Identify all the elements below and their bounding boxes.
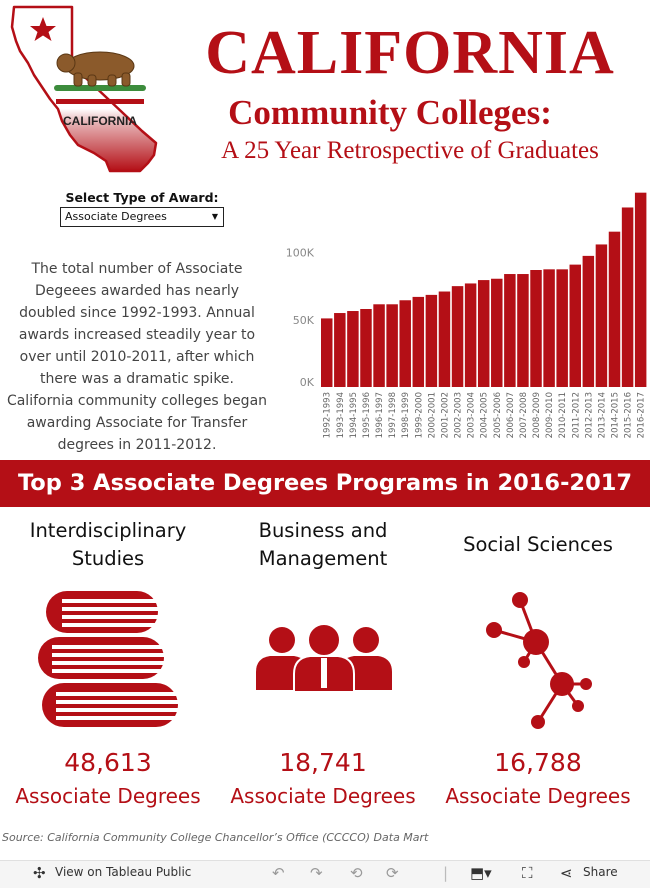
bar[interactable] bbox=[321, 318, 332, 387]
x-tick-label: 2009-2010 bbox=[545, 392, 556, 439]
page-subtitle-2: A 25 Year Retrospective of Graduates bbox=[221, 137, 599, 164]
x-tick-label: 1998-1999 bbox=[401, 392, 412, 439]
x-tick-label: 2014-2015 bbox=[610, 392, 621, 439]
redo-icon[interactable]: ↷ bbox=[310, 864, 323, 882]
bar[interactable] bbox=[465, 283, 476, 387]
x-tick-label: 2012-2013 bbox=[584, 392, 595, 439]
undo-icon[interactable]: ↶ bbox=[272, 864, 285, 882]
toolbar-divider: | bbox=[443, 864, 449, 882]
page-subtitle: Community Colleges: bbox=[228, 93, 552, 132]
bar[interactable] bbox=[399, 300, 410, 387]
refresh-icon[interactable]: ⟳ bbox=[386, 864, 399, 882]
x-tick-label: 2001-2002 bbox=[440, 392, 451, 439]
program-1-title bbox=[0, 517, 218, 573]
program-1-unit: Associate Degrees bbox=[15, 784, 201, 808]
x-tick-label: 1997-1998 bbox=[388, 392, 399, 439]
x-tick-label: 2003-2004 bbox=[466, 392, 477, 439]
bar[interactable] bbox=[570, 265, 581, 387]
x-tick-label: 1994-1995 bbox=[348, 392, 359, 439]
x-tick-label: 1993-1994 bbox=[335, 392, 346, 439]
bar[interactable] bbox=[530, 270, 541, 387]
tableau-logo-icon: ✣ bbox=[33, 864, 46, 882]
bar[interactable] bbox=[452, 286, 463, 387]
bar[interactable] bbox=[543, 269, 554, 387]
network-icon bbox=[482, 588, 598, 732]
bar[interactable] bbox=[635, 193, 646, 387]
bar[interactable] bbox=[386, 304, 397, 387]
x-tick-label: 1995-1996 bbox=[361, 392, 372, 439]
x-tick-label: 2005-2006 bbox=[492, 392, 503, 439]
fullscreen-icon[interactable]: ⛶ bbox=[522, 864, 533, 882]
program-3-title-line1: Social Sciences bbox=[463, 533, 613, 556]
bar[interactable] bbox=[504, 274, 515, 387]
revert-icon[interactable]: ⟲ bbox=[350, 864, 363, 882]
books-icon bbox=[38, 591, 180, 728]
x-tick-label: 2008-2009 bbox=[532, 392, 543, 439]
program-2-count: 18,741 bbox=[279, 748, 367, 777]
x-tick-label: 2013-2014 bbox=[597, 392, 608, 439]
bar[interactable] bbox=[491, 279, 502, 387]
chevron-down-icon: ▼ bbox=[211, 212, 218, 221]
program-2-title-line2: Management bbox=[258, 547, 388, 570]
program-1-title-line1: Interdisciplinary bbox=[29, 519, 187, 542]
bar[interactable] bbox=[583, 256, 594, 387]
x-tick-label: 2010-2011 bbox=[558, 392, 569, 439]
bar[interactable] bbox=[622, 207, 633, 387]
x-tick-label: 1996-1997 bbox=[375, 392, 386, 439]
bar[interactable] bbox=[413, 297, 424, 387]
award-type-dropdown[interactable] bbox=[60, 207, 224, 227]
program-3-unit: Associate Degrees bbox=[445, 784, 631, 808]
x-tick-label: 2011-2012 bbox=[571, 392, 582, 439]
program-3-count: 16,788 bbox=[494, 748, 582, 777]
x-tick-label: 2007-2008 bbox=[518, 392, 529, 439]
program-2-title bbox=[213, 517, 433, 573]
x-tick-label: 1992-1993 bbox=[322, 392, 333, 439]
x-tick-label: 2004-2005 bbox=[479, 392, 490, 439]
program-1-title-line2: Studies bbox=[71, 547, 145, 570]
share-icon[interactable]: ⋖ bbox=[560, 864, 573, 882]
bar[interactable] bbox=[517, 274, 528, 387]
bar[interactable] bbox=[596, 244, 607, 387]
program-2-title-line1: Business and bbox=[258, 519, 388, 542]
program-1-count: 48,613 bbox=[64, 748, 152, 777]
program-3-title bbox=[428, 531, 648, 559]
x-tick-label: 2015-2016 bbox=[623, 392, 634, 439]
bar[interactable] bbox=[478, 280, 489, 387]
bar[interactable] bbox=[439, 292, 450, 387]
x-tick-label: 2000-2001 bbox=[427, 392, 438, 439]
programs-banner-title: Top 3 Associate Degrees Programs in 2016-2017 bbox=[17, 470, 633, 496]
y-tick-label: 100K bbox=[285, 246, 314, 260]
bar[interactable] bbox=[334, 313, 345, 387]
award-type-value: Associate Degrees bbox=[65, 210, 167, 223]
bar[interactable] bbox=[373, 304, 384, 387]
california-map-icon bbox=[8, 3, 160, 173]
page-title: CALIFORNIA bbox=[205, 19, 615, 87]
x-tick-label: 2006-2007 bbox=[505, 392, 516, 439]
download-icon[interactable]: ⬒▾ bbox=[470, 864, 492, 882]
source-note: Source: California Community College Chancellor’s Office (CCCCO) Data Mart bbox=[2, 831, 429, 844]
people-icon bbox=[254, 624, 394, 692]
bar[interactable] bbox=[347, 311, 358, 387]
x-tick-label: 2016-2017 bbox=[636, 392, 647, 439]
bar[interactable] bbox=[360, 309, 371, 387]
program-2-unit: Associate Degrees bbox=[230, 784, 416, 808]
bar-chart bbox=[270, 180, 650, 445]
y-tick-label: 0K bbox=[299, 376, 314, 389]
bar[interactable] bbox=[426, 295, 437, 387]
bar[interactable] bbox=[609, 232, 620, 387]
y-tick-label: 50K bbox=[292, 313, 314, 327]
summary-text: The total number of Associate Degeees awarded has nearly doubled since 1992-1993. Annual awards increased steadily year to over until 2010-2011, after which there was a dramatic spike. California community colleges began awarding Associate for Transfer degrees in 2011-2012. bbox=[6, 261, 268, 453]
map-label: CALIFORNIA bbox=[63, 114, 137, 128]
bar[interactable] bbox=[556, 269, 567, 387]
x-tick-label: 1999-2000 bbox=[414, 392, 425, 439]
share-button[interactable]: Share bbox=[583, 865, 618, 879]
x-tick-label: 2002-2003 bbox=[453, 392, 464, 439]
view-on-tableau-link[interactable]: View on Tableau Public bbox=[55, 865, 192, 879]
award-type-label: Select Type of Award: bbox=[65, 190, 219, 205]
